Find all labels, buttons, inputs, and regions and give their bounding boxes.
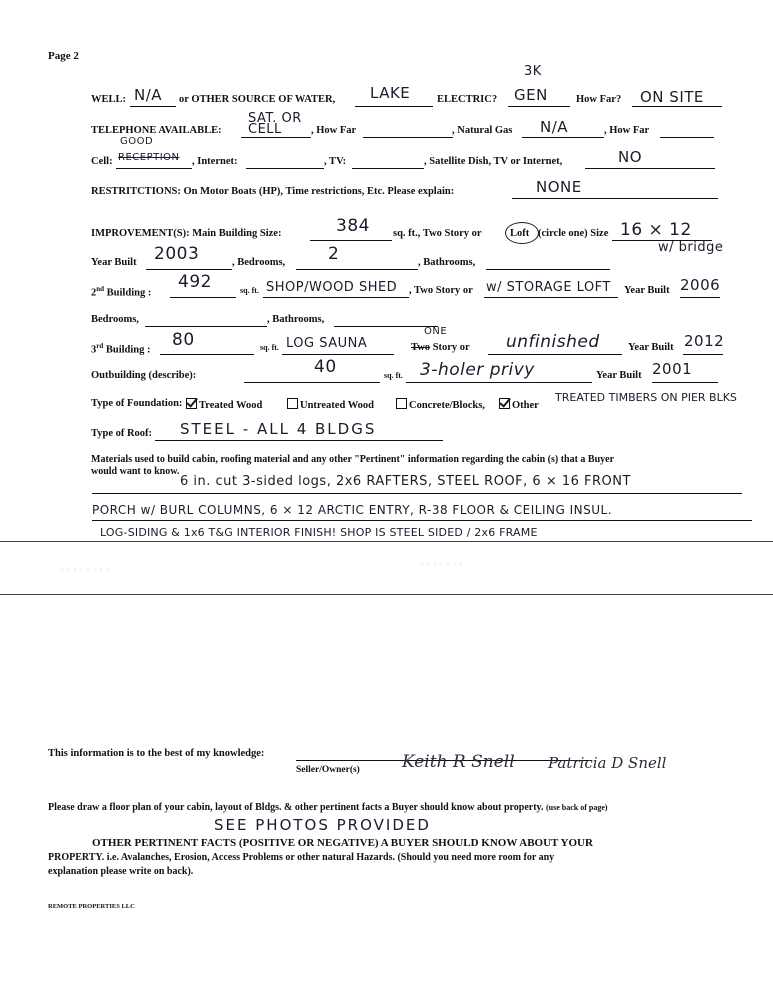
gas-howfar-label: , How Far bbox=[604, 125, 650, 136]
third-year-value: 2012 bbox=[684, 332, 725, 350]
restrictions-value: NONE bbox=[536, 178, 582, 196]
page-label: Page 2 bbox=[48, 50, 79, 62]
materials-line-2: PORCH w/ BURL COLUMNS, 6 × 12 ARCTIC ENTRY, R-38 FLOOR & CEILING INSUL. bbox=[92, 503, 613, 517]
yearbuilt-label: Year Built bbox=[91, 257, 137, 268]
howfar-label: How Far? bbox=[576, 94, 622, 105]
document-page: Page 2 WELL: N/A or OTHER SOURCE OF WATER, LAKE ELECTRIC? 3K GEN How Far? ON SITE TELEPHONE AVAILABLE: SAT. OR CELL , How Far , Natural Gas N/A , How Far GOOD Cell: RECEPTION , Internet: , TV: , Satellite Dish, TV or Internet, NO RESTRITCTIONS: On Motor Boats (HP), Time restrictions, Etc. Please explain: NONE IMPROVEMENT(S): Main Building Size: 384 sq. ft., Two Story or Loft (circle one) Size 16 × 12 w/ bridge Year Built 2003 , Bedrooms, 2 , Bathrooms, 2nd Building : 492 sq. ft. SHOP/WOOD SHED , Two Story or w/ STORAGE LOFT Year Built 2006 Bedrooms, , Bathrooms, 3rd Building : 80 sq. ft. LOG SAUNA ONE Two Story or unfinished Year Built 2012 Outbuilding (describe): 40 sq. ft. 3-holer privy Year Built 2001 Type of Foundation: Treated Wood Untreated Wood Concrete/Blocks, Other TREATED TIMBERS ON PIER BLKS Type of Roof: STEEL - ALL 4 BLDGS Materials used to build cabin, roofing material and any other "Pertinent" information regarding the cabin (s) that a Buyer would want to know. 6 in. cut 3-sided logs, 2x6 RAFTERS, STEEL ROOF, 6 × 16 FRONT PORCH w/ BURL COLUMNS, 6 × 12 ARCTIC ENTRY, R-38 FLOOR & CEILING INSUL. LOG-SIDING & 1x6 T&G INTERIOR FINISH! SHOP IS STEEL SIDED / 2x6 FRAME · · · · · · · · · · · · · · · This information is to the best of my knowledge: Seller/Owner(s) Keith R Snell Patricia D Snell Please draw a floor plan of your cabin, layout of Bldgs. & other pertinent facts a Buyer should know about property. (use back of page) SEE PHOTOS PROVIDED OTHER PERTINENT FACTS (POSITIVE OR NEGATIVE) A BUYER SHOULD KNOW ABOUT YOUR PROPERTY. i.e. Avalanches, Erosion, Access Problems or other natural Hazards. (Should you need more room for any explanation please write on back). REMOTE PROPERTIES LLC bbox=[0, 0, 773, 1000]
well-label: WELL: bbox=[91, 94, 127, 105]
satellite-label: , Satellite Dish, TV or Internet, bbox=[424, 156, 563, 167]
electric-value: GEN bbox=[514, 86, 548, 104]
third-year-label: Year Built bbox=[628, 342, 674, 353]
outbuilding-year-value: 2001 bbox=[652, 360, 693, 378]
outbuilding-size-value: 40 bbox=[314, 357, 337, 377]
floorplan-value: SEE PHOTOS PROVIDED bbox=[214, 816, 431, 834]
third-sqft-label: sq. ft. bbox=[260, 343, 279, 352]
third-size-value: 80 bbox=[172, 330, 195, 350]
tv-label: , TV: bbox=[324, 156, 347, 167]
other-facts-line-3: explanation please write on back). bbox=[48, 866, 194, 877]
cell-label: Cell: bbox=[91, 156, 113, 167]
materials-label-2: would want to know. bbox=[91, 466, 180, 477]
telephone-label: TELEPHONE AVAILABLE: bbox=[91, 125, 222, 136]
third-story-label: Two Story or bbox=[411, 342, 470, 353]
gas-label: , Natural Gas bbox=[452, 125, 513, 136]
second-building-label: 2nd Building : bbox=[91, 285, 152, 299]
well-value: N/A bbox=[134, 86, 163, 104]
outbuilding-year-label: Year Built bbox=[596, 370, 642, 381]
other-facts-line-2: PROPERTY. i.e. Avalanches, Erosion, Access Problems or other natural Hazards. (Should you need more room for any bbox=[48, 852, 555, 863]
cell-note: GOOD bbox=[120, 136, 154, 147]
roof-value: STEEL - ALL 4 BLDGS bbox=[180, 420, 377, 438]
circle-one-label: (circle one) Size bbox=[538, 228, 609, 239]
bedrooms-value: 2 bbox=[328, 244, 340, 264]
third-desc-value: LOG SAUNA bbox=[286, 336, 368, 351]
foundation-option-concrete[interactable]: Concrete/Blocks, bbox=[396, 398, 485, 411]
restrictions-label: RESTRITCTIONS: On Motor Boats (HP), Time restrictions, Etc. Please explain: bbox=[91, 186, 455, 197]
second-story-value: w/ STORAGE LOFT bbox=[486, 280, 611, 295]
third-story-value: unfinished bbox=[506, 332, 600, 352]
bedrooms-label: , Bedrooms, bbox=[232, 257, 286, 268]
outbuilding-label: Outbuilding (describe): bbox=[91, 370, 197, 381]
second-sqft-label: sq. ft. bbox=[240, 286, 259, 295]
foundation-option-treated[interactable]: Treated Wood bbox=[186, 398, 262, 411]
gas-value: N/A bbox=[540, 118, 569, 136]
bathrooms-label: , Bathrooms, bbox=[418, 257, 476, 268]
footer-company: REMOTE PROPERTIES LLC bbox=[48, 903, 135, 910]
foundation-value: TREATED TIMBERS ON PIER BLKS bbox=[555, 391, 737, 404]
materials-label-1: Materials used to build cabin, roofing material and any other "Pertinent" information regarding the cabin (s) that a Buyer bbox=[91, 454, 615, 465]
cell-value: RECEPTION bbox=[118, 152, 180, 163]
roof-label: Type of Roof: bbox=[91, 428, 153, 439]
internet-label: , Internet: bbox=[192, 156, 238, 167]
second-bedrooms-label: Bedrooms, bbox=[91, 314, 139, 325]
seller-owner-label: Seller/Owner(s) bbox=[296, 765, 360, 775]
second-year-value: 2006 bbox=[680, 276, 721, 294]
main-size2-note: w/ bridge bbox=[658, 240, 724, 255]
loft-label: Loft bbox=[510, 228, 530, 239]
signature-1: Keith R Snell bbox=[402, 752, 515, 772]
concrete-blocks-checkbox[interactable] bbox=[396, 398, 407, 409]
third-building-label: 3rd Building : bbox=[91, 342, 151, 356]
telephone-value: SAT. OR CELL bbox=[248, 111, 302, 137]
main-size2-value: 16 × 12 bbox=[620, 220, 692, 240]
other-facts-line-1: OTHER PERTINENT FACTS (POSITIVE OR NEGATIVE) A BUYER SHOULD KNOW ABOUT YOUR bbox=[92, 837, 593, 849]
foundation-option-other[interactable]: Other bbox=[499, 398, 539, 411]
electric-note: 3K bbox=[524, 64, 542, 79]
knowledge-label: This information is to the best of my knowledge: bbox=[48, 748, 265, 759]
outbuilding-sqft-label: sq. ft. bbox=[384, 371, 403, 380]
second-bathrooms-label: , Bathrooms, bbox=[267, 314, 325, 325]
other-water-label: or OTHER SOURCE OF WATER, bbox=[179, 94, 336, 105]
outbuilding-desc-value: 3-holer privy bbox=[420, 360, 535, 380]
yearbuilt-value: 2003 bbox=[154, 244, 200, 264]
second-size-value: 492 bbox=[178, 272, 212, 292]
main-size-value: 384 bbox=[336, 216, 370, 236]
materials-line-3: LOG-SIDING & 1x6 T&G INTERIOR FINISH! SHOP IS STEEL SIDED / 2x6 FRAME bbox=[100, 526, 538, 539]
treated-wood-checkbox[interactable] bbox=[186, 398, 197, 409]
second-desc-value: SHOP/WOOD SHED bbox=[266, 280, 398, 295]
main-sqft-label: sq. ft., Two Story or bbox=[393, 228, 482, 239]
satellite-value: NO bbox=[618, 148, 643, 166]
foundation-option-untreated[interactable]: Untreated Wood bbox=[287, 398, 374, 411]
materials-line-1: 6 in. cut 3-sided logs, 2x6 RAFTERS, STEEL ROOF, 6 × 16 FRONT bbox=[180, 474, 631, 489]
telephone-howfar-label: , How Far bbox=[311, 125, 357, 136]
other-water-value: LAKE bbox=[370, 84, 411, 102]
signature-2: Patricia D Snell bbox=[548, 754, 667, 772]
untreated-wood-checkbox[interactable] bbox=[287, 398, 298, 409]
howfar-value: ON SITE bbox=[640, 88, 704, 106]
third-story-note: ONE bbox=[424, 326, 448, 337]
other-foundation-checkbox[interactable] bbox=[499, 398, 510, 409]
electric-label: ELECTRIC? bbox=[437, 94, 498, 105]
second-story-label: , Two Story or bbox=[409, 285, 473, 296]
floorplan-label: Please draw a floor plan of your cabin, layout of Bldgs. & other pertinent facts a Buyer should know about property. (use back of page) bbox=[48, 802, 608, 813]
foundation-label: Type of Foundation: bbox=[91, 398, 183, 409]
second-year-label: Year Built bbox=[624, 285, 670, 296]
improvements-label: IMPROVEMENT(S): Main Building Size: bbox=[91, 228, 282, 239]
